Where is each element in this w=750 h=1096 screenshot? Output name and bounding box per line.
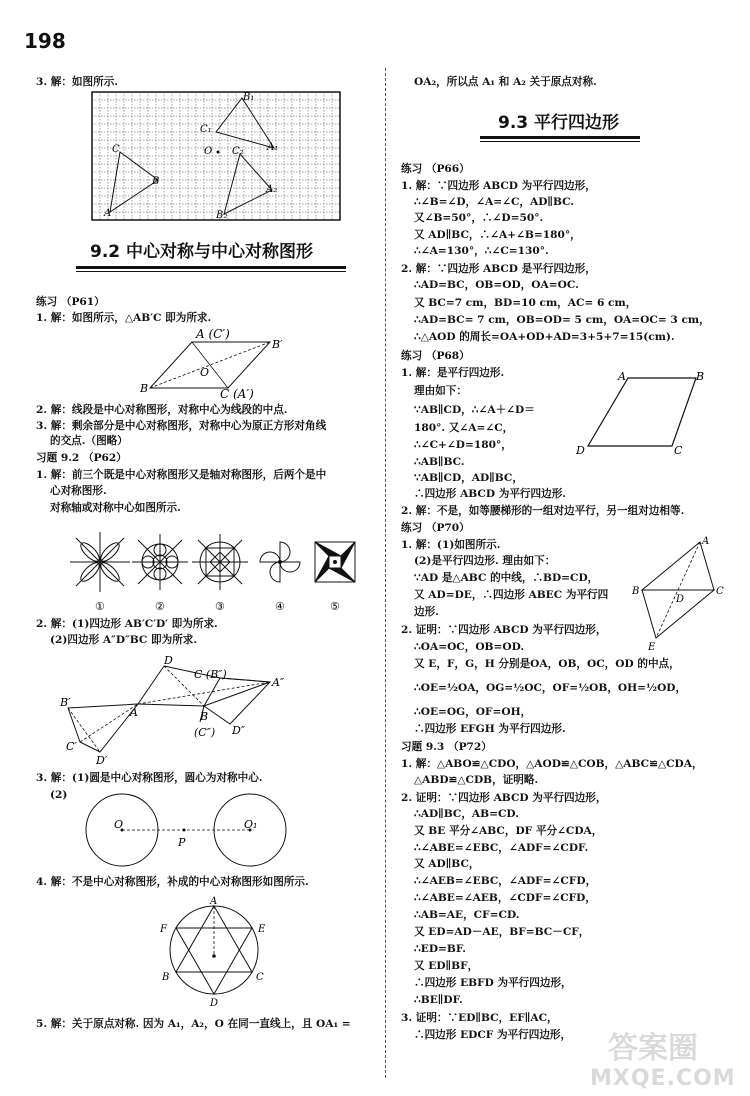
p66-line6: 2. 解：∵四边形 ABCD 是平行四边形，	[401, 263, 596, 275]
label-b: B	[152, 176, 160, 187]
watermark-logo: 答案圈	[608, 1031, 698, 1066]
label-d: D	[576, 444, 585, 457]
p62-q2-line2: (2)四边形 A″D″BC 即为所求.	[50, 634, 198, 646]
p72-line3: 2. 证明：∵四边形 ABCD 为平行四边形，	[401, 792, 607, 804]
label-o1: O₁	[244, 818, 258, 831]
p72-line17: ∴四边形 EDCF 为平行四边形，	[414, 1029, 572, 1041]
label-a2: A₂	[266, 184, 278, 195]
label-c2: C₂	[232, 146, 244, 157]
p62-q3-line1: 3. 解：(1)圆是中心对称图形，圆心为对称中心.	[36, 772, 263, 784]
p72-line1: 1. 解：△ABO≌△CDO，△AOD≌△COB，△ABC≌△CDA，	[401, 758, 703, 770]
p72-line5: 又 BE 平分∠ABC，DF 平分∠CDA，	[414, 825, 603, 837]
exercise-label-p61: 练习 （P61）	[36, 296, 105, 308]
p70-line3: ∵AD 是△ABC 的中线，∴BD=CD，	[414, 572, 599, 584]
label-a: A	[130, 706, 138, 719]
p68-line2: 理由如下：	[414, 385, 467, 397]
p70-line1: 1. 解：(1)如图所示.	[401, 539, 501, 551]
section-title-9-2: 9.2 中心对称与中心对称图形	[90, 242, 314, 262]
parallelogram-abcd	[574, 370, 704, 456]
p62-q5: 5. 解：关于原点对称. 因为 A₁，A₂，O 在同一直线上，且 OA₁ =	[36, 1018, 351, 1030]
label-c: C	[674, 444, 683, 457]
p70-line5: 边形.	[414, 606, 439, 618]
label-b: B	[696, 370, 705, 383]
label-d-prime: D′	[96, 754, 108, 767]
shape-num-3: ③	[215, 600, 225, 613]
p68-line1: 1. 解：是平行四边形.	[401, 367, 505, 379]
homework-label-p72: 习题 9.3 （P72）	[401, 741, 492, 753]
p70-line4: 又 AD=DE，∴四边形 ABEC 为平行四	[414, 589, 609, 601]
p61-q2: 2. 解：线段是中心对称图形，对称中心为线段的中点.	[36, 404, 288, 416]
label-o: O	[114, 818, 124, 831]
parallelogram-figure	[140, 328, 290, 400]
p70-line10: ∴OE=OG，OF=OH，	[414, 706, 532, 718]
page-number: 198	[24, 29, 66, 53]
p61-q1: 1. 解：如图所示，△AB′C 即为所求.	[36, 312, 212, 324]
section-rule	[480, 136, 640, 139]
label-b-prime: B′	[60, 696, 71, 709]
label-c: C	[256, 972, 264, 983]
p70-line7: ∴OA=OC，OB=OD.	[414, 641, 525, 653]
label-b: B	[632, 586, 640, 597]
p61-q3-line2: 的交点.（图略）	[50, 435, 128, 447]
label-c-a: C (A′)	[220, 387, 254, 401]
exercise-label-p66: 练习 （P66）	[401, 163, 470, 175]
label-a2: A″	[272, 676, 285, 689]
p72-line8: ∴∠AEB=∠EBC，∠ADF=∠CFD，	[414, 875, 597, 887]
p70-line2: (2)是平行四边形. 理由如下：	[414, 555, 556, 567]
p72-line12: ∴ED=BF.	[414, 943, 466, 955]
p62-q2-line1: 2. 解：(1)四边形 AB′C′D′ 即为所求.	[36, 618, 218, 630]
section-rule-thin	[76, 271, 346, 272]
p68-line7: ∵AB∥CD，AD∥BC，	[414, 472, 523, 484]
section-rule-thin	[480, 141, 640, 142]
shape-num-5: ⑤	[330, 600, 340, 613]
hexagram-figure	[156, 892, 276, 1008]
shape-num-1: ①	[95, 600, 105, 613]
two-circles-figure	[78, 794, 318, 878]
section-rule	[76, 266, 346, 269]
section-title-9-3: 9.3 平行四边形	[498, 113, 620, 133]
triangle-a1b1c1	[216, 98, 274, 148]
p66-line1: 1. 解：∵四边形 ABCD 为平行四边形，	[401, 180, 596, 192]
triangle-a2b2c2	[224, 154, 272, 214]
p62-q1-line3: 对称轴或对称中心如图所示.	[50, 502, 181, 514]
p72-line13: 又 ED∥BF，	[414, 960, 479, 972]
label-b: B	[140, 382, 149, 395]
p62-q1-line1: 1. 解：前三个既是中心对称图形又是轴对称图形，后两个是中	[36, 469, 327, 481]
p62-q4: 4. 解：不是中心对称图形，补成的中心对称图形如图所示.	[36, 876, 309, 888]
p68-line4: 180°. 又∠A=∠C，	[414, 422, 514, 434]
watermark-url: MXQE.COM	[590, 1066, 736, 1091]
p66-line7: ∴AD=BC，OB=OD，OA=OC.	[414, 279, 579, 291]
label-f: F	[160, 924, 167, 935]
p70-line6: 2. 证明：∵四边形 ABCD 为平行四边形，	[401, 624, 607, 636]
grid-figure	[92, 92, 340, 220]
label-b-prime: B′	[272, 338, 283, 351]
p62-q3-line2: (2)	[50, 789, 68, 801]
label-c: C	[716, 586, 724, 597]
p72-line10: ∴AB=AE，CF=CD.	[414, 909, 520, 921]
p72-line2: △ABD≌△CDB，证明略.	[414, 774, 539, 786]
label-c-b2: C (B″)	[194, 668, 227, 681]
label-d: D	[676, 594, 685, 605]
p68-line8: ∴四边形 ABCD 为平行四边形.	[414, 488, 566, 500]
label-a: A	[618, 370, 626, 383]
label-c1: C₁	[200, 124, 212, 135]
label-a: A	[210, 896, 218, 907]
p66-line10: ∴△AOD 的周长=OA+OD+AD=3+5+7=15(cm).	[414, 331, 675, 343]
label-b1: B₁	[243, 92, 255, 103]
p66-line4: 又 AD∥BC，∴∠A+∠B=180°，	[414, 229, 581, 241]
rotation-figure	[60, 652, 300, 768]
shape-num-4: ④	[275, 600, 285, 613]
q5-continued: OA₂，所以点 A₁ 和 A₂ 关于原点对称.	[414, 76, 597, 88]
label-o: O	[204, 146, 213, 157]
label-b: B	[200, 710, 209, 723]
label-p: P	[178, 836, 186, 849]
p68-line5: ∴∠C+∠D=180°，	[414, 439, 512, 451]
label-c2: (C″)	[194, 726, 216, 739]
p68-line3: ∵AB∥CD，∴∠A＋∠D＝	[414, 404, 535, 416]
p66-line8: 又 BC=7 cm，BD=10 cm，AC= 6 cm，	[414, 297, 637, 309]
p70-line9: ∴OE=½OA，OG=½OC，OF=½OB，OH=½OD，	[414, 682, 687, 694]
label-e: E	[258, 924, 266, 935]
p66-line9: ∴AD=BC= 7 cm，OB=OD= 5 cm，OA=OC= 3 cm，	[414, 314, 710, 326]
label-o: O	[200, 366, 210, 379]
label-d: D	[164, 654, 173, 667]
shape-num-2: ②	[155, 600, 165, 613]
p68-line6: ∴AB∥BC.	[414, 456, 465, 468]
homework-label-p62: 习题 9.2 （P62）	[36, 452, 127, 464]
p72-line7: 又 AD∥BC，	[414, 858, 480, 870]
p72-line15: ∴BE∥DF.	[414, 994, 463, 1006]
label-d2: D″	[232, 724, 245, 737]
p62-q1-line2: 心对称图形.	[50, 485, 107, 497]
p66-line2: ∴∠B=∠D，∠A=∠C，AD∥BC.	[414, 196, 575, 208]
p68-q2: 2. 解：不是，如等腰梯形的一组对边平行，另一组对边相等.	[401, 505, 685, 517]
label-b: B	[162, 972, 170, 983]
p72-line9: ∴∠ABE=∠AEB，∠CDF=∠CFD，	[414, 892, 596, 904]
exercise-label-p68: 练习 （P68）	[401, 350, 470, 362]
label-b2: B₂	[216, 210, 228, 221]
q3-answer: 3. 解：如图所示.	[36, 76, 118, 88]
p61-q3-line1: 3. 解：剩余部分是中心对称图形，对称中心为原正方形对角线	[36, 420, 327, 432]
label-a: A	[104, 208, 112, 219]
p70-line11: ∴四边形 EFGH 为平行四边形.	[414, 723, 566, 735]
column-divider	[385, 68, 386, 1078]
p66-line5: ∴∠A=130°，∴∠C=130°.	[414, 245, 549, 257]
label-c: C	[112, 144, 120, 155]
triangle-abc	[110, 152, 158, 212]
label-a1: A₁	[267, 142, 279, 153]
p72-line16: 3. 证明：∵ED∥BC，EF∥AC，	[401, 1012, 558, 1024]
p72-line4: ∴AD∥BC，AB=CD.	[414, 808, 519, 820]
exercise-label-p70: 练习 （P70）	[401, 522, 470, 534]
label-c-prime: C′	[66, 740, 77, 753]
median-figure	[630, 536, 726, 656]
label-a: A	[702, 536, 710, 547]
label-d: D	[210, 998, 219, 1009]
p72-line6: ∴∠ABE=∠EBC，∠ADF=∠CDF.	[414, 842, 589, 854]
p66-line3: 又∠B=50°，∴∠D=50°.	[414, 212, 544, 224]
p72-line14: ∴四边形 EBFD 为平行四边形，	[414, 977, 572, 989]
symmetry-shapes	[70, 522, 360, 612]
label-a-c: A (C′)	[196, 327, 230, 341]
p70-line8: 又 E，F，G，H 分别是OA，OB，OC，OD 的中点，	[414, 658, 680, 670]
label-e: E	[648, 642, 656, 653]
p72-line11: 又 ED=AD－AE，BF=BC－CF，	[414, 926, 590, 938]
